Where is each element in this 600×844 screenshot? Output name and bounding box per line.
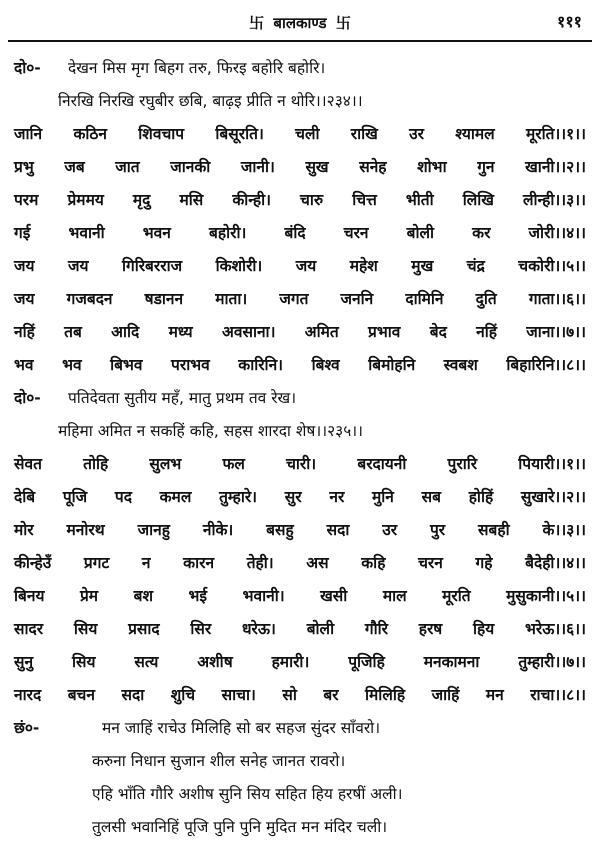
verse-text: सुनु सिय सत्य अशीष हमारी। पूजिहि मनकामना तुम्हारी।।७।। bbox=[14, 653, 586, 671]
verse-text: भव भव बिभव पराभव कारिनि। बिश्व बिमोहनि स्वबश बिहारिनि।।८।। bbox=[14, 356, 586, 374]
verse-text: मोर मनोरथ जानहु नीके। बसहु सदा उर पुर सबही के।।३।। bbox=[14, 521, 586, 539]
verse-line bbox=[0, 283, 600, 316]
verse-line bbox=[0, 811, 600, 844]
verse-text: सेवत तोहि सुलभ फल चारी। बरदायनी पुरारि पियारी।।१।। bbox=[14, 455, 586, 473]
verse-text: जानि कठिन शिवचाप बिसूरति। चली राखि उर श्यामल मूरति।।१।। bbox=[14, 125, 586, 143]
header-divider bbox=[8, 40, 592, 42]
verse-line bbox=[0, 85, 600, 118]
verse-line bbox=[0, 613, 600, 646]
verse-line bbox=[0, 250, 600, 283]
verse-text: कीन्हेउँ प्रगट न कारन तेही। अस कहि चरन गहे बैदेही।।४।। bbox=[14, 554, 586, 572]
verse-line bbox=[0, 481, 600, 514]
verse-text: देखन मिस मृग बिहग तरु, फिरइ बहोरि बहोरि। bbox=[68, 59, 326, 77]
verse-line bbox=[0, 547, 600, 580]
page-header bbox=[0, 0, 600, 40]
verse-line bbox=[0, 184, 600, 217]
verse-text: नहिं तब आदि मध्य अवसाना। अमित प्रभाव बेद नहिं जाना।।७।। bbox=[14, 323, 586, 341]
verse-line bbox=[0, 778, 600, 811]
verse-line bbox=[0, 580, 600, 613]
page-number: १११ bbox=[557, 12, 582, 31]
verse-line bbox=[0, 745, 600, 778]
verse-lines bbox=[0, 52, 600, 844]
verse-type-label: छं०- bbox=[14, 719, 40, 737]
verse-line bbox=[0, 646, 600, 679]
verse-line bbox=[0, 151, 600, 184]
verse-text: पतिदेवता सुतीय महँ, मातु प्रथम तव रेख। bbox=[68, 389, 297, 407]
verse-text: जय गजबदन षडानन माता। जगत जननि दामिनि दुति गाता।।६।। bbox=[14, 290, 586, 308]
verse-text: प्रभु जब जात जानकी जानी। सुख सनेह शोभा गुन खानी।।२।। bbox=[14, 158, 586, 176]
verse-text: देबि पूजि पद कमल तुम्हारे। सुर नर मुनि सब होहिं सुखारे।।२।। bbox=[14, 488, 586, 506]
verse-text: तुलसी भवानिहिं पूजि पुनि पुनि मुदित मन मंदिर चली। bbox=[92, 818, 388, 836]
verse-text: करुना निधान सुजान शील सनेह जानत रावरो। bbox=[92, 752, 346, 770]
verse-line bbox=[0, 52, 600, 85]
swastika-symbol-left: 卐 bbox=[249, 14, 265, 32]
verse-text: गई भवानी भवन बहोरी। बंदि चरन बोली कर जोरी।।४।। bbox=[14, 224, 586, 242]
verse-line bbox=[0, 382, 600, 415]
chapter-name: बालकाण्ड bbox=[273, 14, 327, 32]
verse-text: निरखि निरखि रघुबीर छबि, बाढ़इ प्रीति न थोरि।।२३४।। bbox=[58, 92, 363, 110]
verse-line bbox=[0, 217, 600, 250]
verse-text: मन जाहिं राचेउ मिलिहि सो बर सहज सुंदर साँवरो। bbox=[102, 719, 381, 737]
chapter-title bbox=[0, 12, 600, 33]
verse-line bbox=[0, 712, 600, 745]
verse-type-label: दो०- bbox=[14, 59, 41, 77]
swastika-symbol-right: 卐 bbox=[335, 14, 351, 32]
verse-line bbox=[0, 448, 600, 481]
verse-text: सादर सिय प्रसाद सिर धरेऊ। बोली गौरि हरष हिय भरेऊ।।६।। bbox=[14, 620, 586, 638]
verse-line bbox=[0, 415, 600, 448]
verse-type-label: दो०- bbox=[14, 389, 41, 407]
verse-text: एहि भाँति गौरि अशीष सुनि सिय सहित हिय हरषीं अली। bbox=[92, 785, 403, 803]
verse-text: महिमा अमित न सकहिं कहि, सहस शारदा शेष।।२३५।। bbox=[58, 422, 364, 440]
verse-text: जय जय गिरिबरराज किशोरी। जय महेश मुख चंद्र चकोरी।।५।। bbox=[14, 257, 586, 275]
verse-text: बिनय प्रेम बश भई भवानी। खसी माल मूरति मुसुकानी।।५।। bbox=[14, 587, 586, 605]
verse-text: परम प्रेममय मृदु मसि कीन्ही। चारु चित्त भीती लिखि लीन्ही।।३।। bbox=[14, 191, 586, 209]
verse-line bbox=[0, 349, 600, 382]
verse-text: नारद बचन सदा शुचि साचा। सो बर मिलिहि जाहिं मन राचा।।८।। bbox=[14, 686, 586, 704]
verse-line bbox=[0, 514, 600, 547]
verse-line bbox=[0, 316, 600, 349]
verse-line bbox=[0, 118, 600, 151]
verse-line bbox=[0, 679, 600, 712]
